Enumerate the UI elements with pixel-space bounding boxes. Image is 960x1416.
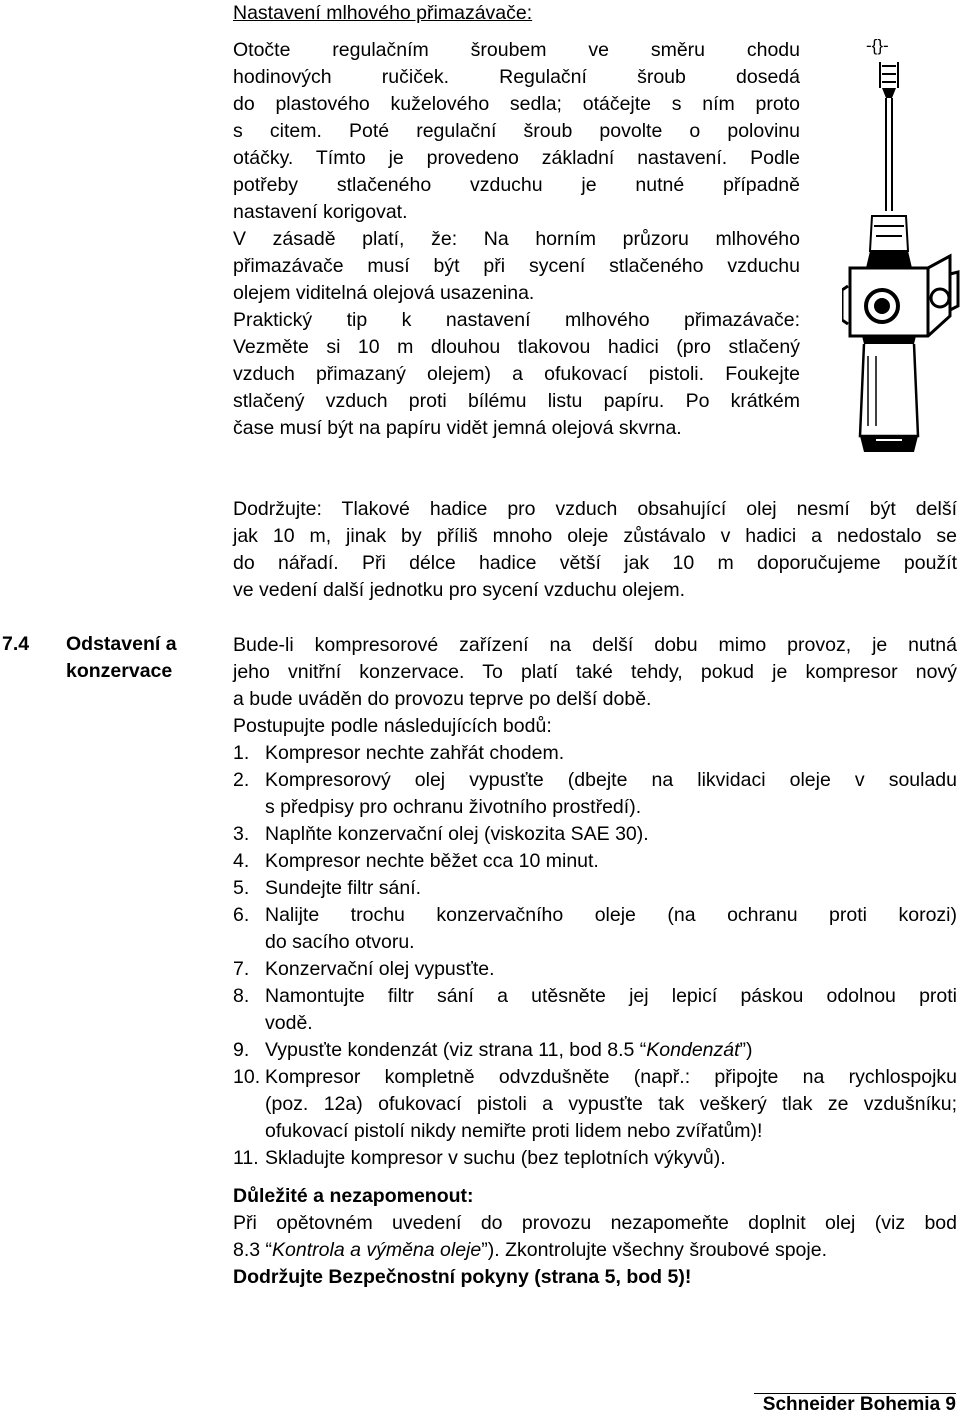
text-line: jeho vnitřní konzervace. To platí také tehdy, pokud je kompresor nový xyxy=(233,661,957,683)
text-line: stlačený vzduch proti bílému listu papíru. Po krátkém xyxy=(233,390,800,412)
text-line: ve vedení další jednotku pro sycení vzduchu olejem. xyxy=(233,579,686,601)
text-line: Dodržujte: Tlakové hadice pro vzduch obsahující olej nesmí být delší xyxy=(233,498,957,520)
important-safety: Dodržujte Bezpečnostní pokyny (strana 5, bod 5)! xyxy=(233,1266,692,1288)
text-line: potřeby stlačeného vzduchu je nutné případně xyxy=(233,174,800,196)
section-title-line2: konzervace xyxy=(66,660,173,682)
text-line: jak 10 m, jinak by příliš mnoho oleje zůstávalo v hadici a nedostalo se xyxy=(233,525,957,547)
step-text: Kompresor nechte běžet cca 10 minut. xyxy=(265,850,599,872)
step-text: vodě. xyxy=(265,1012,313,1034)
step-text: Konzervační olej vypusťte. xyxy=(265,958,495,980)
text-line: Otočte regulačním šroubem ve směru chodu xyxy=(233,39,800,61)
section-heading: Nastavení mlhového přimazávače: xyxy=(233,2,533,24)
lubricator-figure xyxy=(842,36,960,456)
text-line: do plastového kuželového sedla; otáčejte s ním proto xyxy=(233,93,800,115)
section-title-line1: Odstavení a xyxy=(66,633,177,655)
step-text: (poz. 12a) ofukovací pistoli a vypusťte tak veškerý tlak ze vzdušníku; xyxy=(265,1093,957,1115)
step-text: Sundejte filtr sání. xyxy=(265,877,422,899)
step-text: Namontujte filtr sání a utěsněte jej lepicí páskou odolnou proti xyxy=(265,985,957,1007)
important-line2: 8.3 “Kontrola a výměna oleje”). Zkontrolujte všechny šroubové spoje. xyxy=(233,1239,827,1261)
text-line: a bude uváděn do provozu teprve po delší době. xyxy=(233,688,652,710)
text-line: V zásadě platí, že: Na horním průzoru mlhového xyxy=(233,228,800,250)
step-text: Naplňte konzervační olej (viskozita SAE 30). xyxy=(265,823,649,845)
step-text: Kompresor nechte zahřát chodem. xyxy=(265,742,565,764)
step-text: do sacího otvoru. xyxy=(265,931,415,953)
step-number: 9. xyxy=(233,1039,250,1061)
text-line: otáčky. Tímto je provedeno základní nastavení. Podle xyxy=(233,147,800,169)
lubricator-drawing xyxy=(842,36,960,456)
text-line: Bude-li kompresorové zařízení na delší dobu mimo provoz, je nutná xyxy=(233,634,957,656)
step-number: 5. xyxy=(233,877,250,899)
important-heading: Důležité a nezapomenout: xyxy=(233,1185,474,1207)
text-line: olejem viditelná olejová usazenina. xyxy=(233,282,535,304)
step-text: Kompresorový olej vypusťte (dbejte na likvidaci oleje v souladu xyxy=(265,769,957,791)
step-number: 2. xyxy=(233,769,250,791)
step-text: Vypusťte kondenzát (viz strana 11, bod 8.5 “Kondenzát”) xyxy=(265,1039,753,1061)
step-text: s předpisy pro ochranu životního prostředí). xyxy=(265,796,642,818)
text-line: do nářadí. Při délce hadice větší jak 10 m doporučujeme použít xyxy=(233,552,957,574)
step-number: 4. xyxy=(233,850,250,872)
step-number: 8. xyxy=(233,985,250,1007)
text-line: čase musí být na papíru vidět jemná olejová skvrna. xyxy=(233,417,682,439)
text-line: Praktický tip k nastavení mlhového přimazávače: xyxy=(233,309,800,331)
text-line: Vezměte si 10 m dlouhou tlakovou hadici (pro stlačený xyxy=(233,336,800,358)
page-footer: Schneider Bohemia 9 xyxy=(754,1393,956,1416)
step-number: 10. xyxy=(233,1066,261,1088)
text-line: hodinových ručiček. Regulační šroub dosedá xyxy=(233,66,800,88)
text-line: s citem. Poté regulační šroub povolte o polovinu xyxy=(233,120,800,142)
step-number: 1. xyxy=(233,742,250,764)
text-line: přimazávače musí být při sycení stlačeného vzduchu xyxy=(233,255,800,277)
important-line1: Při opětovném uvedení do provozu nezapomeňte doplnit olej (viz bod xyxy=(233,1212,957,1234)
step-number: 11. xyxy=(233,1147,259,1169)
step-text: ofukovací pistolí nikdy nemiřte proti lidem nebo zvířatům)! xyxy=(265,1120,763,1142)
text-line: nastavení korigovat. xyxy=(233,201,408,223)
step-text: Kompresor kompletně odvzdušněte (např.: připojte na rychlospojku xyxy=(265,1066,957,1088)
step-number: 6. xyxy=(233,904,250,926)
step-number: 3. xyxy=(233,823,250,845)
text-line: vzduch přimazaný olejem) a ofukovací pistoli. Foukejte xyxy=(233,363,800,385)
steps-intro: Postupujte podle následujících bodů: xyxy=(233,715,552,737)
section-number: 7.4 xyxy=(2,633,30,655)
step-text: Nalijte trochu konzervačního oleje (na ochranu proti korozi) xyxy=(265,904,957,926)
step-number: 7. xyxy=(233,958,250,980)
figure-label: -{}- xyxy=(866,36,889,55)
step-text: Skladujte kompresor v suchu (bez teplotních výkyvů). xyxy=(265,1147,726,1169)
